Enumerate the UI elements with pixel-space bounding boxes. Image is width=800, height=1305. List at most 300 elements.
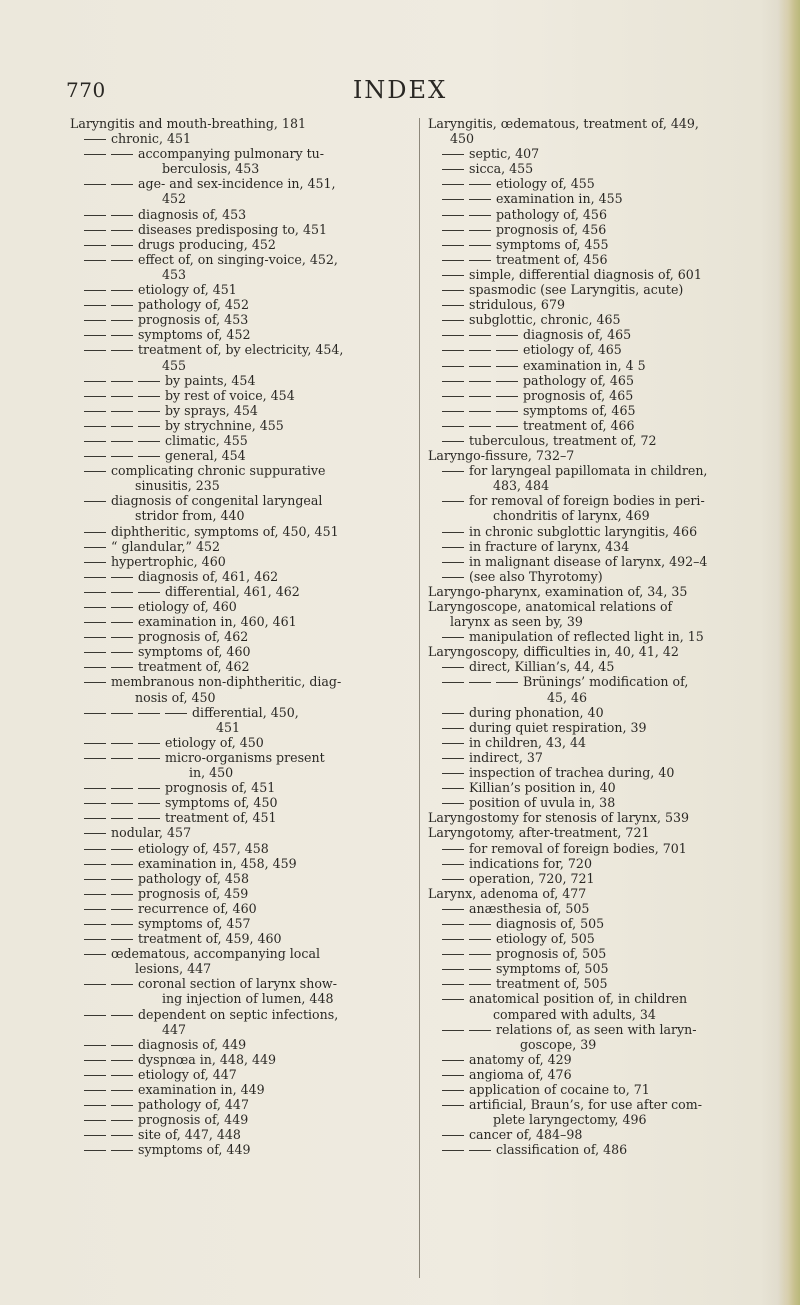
index-entry: [428, 825, 774, 840]
index-entry: [70, 841, 412, 856]
index-entry: [70, 282, 412, 297]
index-entry-text: accompanying pulmonary tu-: [138, 146, 325, 162]
index-entry: [70, 569, 412, 584]
index-dash: [84, 894, 106, 895]
index-entry: [70, 252, 412, 282]
page-edge: [778, 0, 800, 1305]
index-entry: [70, 901, 412, 916]
index-entry-text: cancer of, 484–98: [469, 1127, 583, 1143]
index-dash: [442, 1105, 464, 1106]
index-dash: [442, 788, 464, 789]
index-dash: [469, 426, 491, 427]
index-entry-text: membranous non-diphtheritic, diag-: [111, 674, 342, 690]
index-entry-text: prognosis of, 459: [138, 885, 249, 901]
index-entry-text: compared with adults, 34: [493, 1006, 656, 1022]
index-dash: [442, 290, 464, 291]
index-dash: [111, 667, 133, 668]
index-dash: [442, 396, 464, 397]
index-entry-text: for laryngeal papillomata in children,: [469, 463, 708, 479]
index-dash: [84, 577, 106, 578]
index-entry: [70, 1097, 412, 1112]
index-entry-text: age- and sex-incidence in, 451,: [138, 176, 336, 192]
index-dash: [111, 592, 133, 593]
index-entry-text: prognosis of, 462: [138, 629, 249, 645]
index-entry: [428, 780, 774, 795]
index-dash: [84, 260, 106, 261]
index-entry: [70, 750, 412, 780]
index-entry: [70, 312, 412, 327]
index-entry-text: diphtheritic, symptoms of, 450, 451: [111, 523, 339, 539]
index-dash: [111, 758, 133, 759]
index-dash: [111, 879, 133, 880]
index-dash: [84, 758, 106, 759]
index-dash: [496, 381, 518, 382]
index-dash: [442, 305, 464, 306]
index-entry-text: symptoms of, 465: [523, 402, 636, 418]
index-dash: [111, 154, 133, 155]
index-entry-text: etiology of, 457, 458: [138, 840, 269, 856]
index-dash: [84, 909, 106, 910]
index-entry-text: Killian’s position in, 40: [469, 780, 616, 796]
index-entry-text: classification of, 486: [496, 1142, 628, 1158]
index-dash: [442, 984, 464, 985]
index-dash: [111, 396, 133, 397]
index-dash: [469, 924, 491, 925]
index-entry: [428, 222, 774, 237]
index-dash: [442, 260, 464, 261]
index-dash: [111, 818, 133, 819]
index-dash: [84, 305, 106, 306]
index-entry-text: position of uvula in, 38: [469, 795, 616, 811]
index-entry-text: examination in, 460, 461: [138, 614, 297, 630]
index-entry-text: Laryngitis, œdematous, treatment of, 449,: [428, 116, 699, 131]
index-entry: [428, 373, 774, 388]
index-entry-text: in children, 43, 44: [469, 734, 587, 750]
index-dash: [84, 622, 106, 623]
index-dash: [84, 833, 106, 834]
index-entry: [428, 841, 774, 856]
index-dash: [138, 592, 160, 593]
index-entry-text: septic, 407: [469, 146, 540, 162]
index-dash: [442, 501, 464, 502]
index-entry: [70, 916, 412, 931]
index-entry-text: manipulation of reflected light in, 15: [469, 629, 704, 645]
index-entry-text: 450: [450, 131, 475, 147]
index-entry: [70, 1082, 412, 1097]
index-dash: [84, 335, 106, 336]
index-entry: [428, 191, 774, 206]
index-entry-text: treatment of, 466: [523, 417, 635, 433]
index-entry-text: chondritis of larynx, 469: [493, 508, 650, 524]
index-entry-text: treatment of, 462: [138, 659, 250, 675]
index-dash: [84, 1120, 106, 1121]
index-dash: [442, 547, 464, 548]
index-dash: [138, 411, 160, 412]
index-dash: [111, 909, 133, 910]
index-entry-text: etiology of, 447: [138, 1066, 237, 1082]
index-entry-text: tuberculous, treatment of, 72: [469, 432, 657, 448]
index-entry: [428, 524, 774, 539]
index-entry: [70, 1142, 412, 1157]
index-dash: [84, 1135, 106, 1136]
index-entry-text: during phonation, 40: [469, 704, 604, 720]
index-entry-text: examination in, 449: [138, 1082, 265, 1097]
index-dash: [469, 939, 491, 940]
index-entry-text: diagnosis of, 453: [138, 206, 247, 222]
index-entry-text: diagnosis of, 505: [496, 915, 605, 931]
index-entry-text: simple, differential diagnosis of, 601: [469, 266, 702, 282]
index-dash: [84, 396, 106, 397]
index-entry-text: hypertrophic, 460: [111, 553, 226, 569]
index-entry-text: treatment of, 505: [496, 976, 608, 992]
index-entry-text: artificial, Braun’s, for use after com-: [469, 1097, 702, 1113]
index-entry: [70, 388, 412, 403]
index-dash: [442, 1090, 464, 1091]
index-dash: [442, 335, 464, 336]
index-dash: [442, 713, 464, 714]
index-dash: [111, 939, 133, 940]
index-dash: [442, 154, 464, 155]
index-entry: [428, 403, 774, 418]
index-dash: [138, 818, 160, 819]
index-entry-text: symptoms of, 457: [138, 915, 251, 931]
index-entry-text: anatomical position of, in children: [469, 991, 688, 1007]
index-dash: [442, 803, 464, 804]
index-dash: [442, 245, 464, 246]
index-dash: [84, 879, 106, 880]
index-dash: [138, 743, 160, 744]
index-entry: [70, 237, 412, 252]
index-entry-text: direct, Killian’s, 44, 45: [469, 659, 615, 675]
index-entry: [428, 539, 774, 554]
index-entry-text: pathology of, 465: [523, 372, 634, 388]
index-dash: [84, 939, 106, 940]
index-entry: [428, 901, 774, 916]
index-entry: [428, 750, 774, 765]
index-dash: [111, 230, 133, 231]
index-dash: [111, 320, 133, 321]
index-entry: [70, 599, 412, 614]
index-entry-text: œdematous, accompanying local: [111, 946, 320, 962]
index-dash: [111, 335, 133, 336]
index-entry: [70, 659, 412, 674]
index-entry-text: pathology of, 447: [138, 1097, 249, 1113]
index-entry-text: symptoms of, 460: [138, 644, 251, 660]
index-dash: [442, 637, 464, 638]
index-entry: [428, 554, 774, 569]
index-entry-text: inspection of trachea during, 40: [469, 765, 675, 781]
index-entry: [428, 1142, 774, 1157]
index-entry-text: pathology of, 458: [138, 870, 249, 886]
index-dash: [111, 894, 133, 895]
index-entry: [428, 1067, 774, 1082]
index-dash: [111, 426, 133, 427]
index-entry-text: by strychnine, 455: [165, 417, 284, 433]
index-entry: [70, 856, 412, 871]
index-dash: [84, 1090, 106, 1091]
index-dash: [111, 1150, 133, 1151]
index-dash: [84, 924, 106, 925]
index-entry: [428, 735, 774, 750]
index-entry: [428, 946, 774, 961]
index-entry-text: for removal of foreign bodies, 701: [469, 840, 687, 856]
index-dash: [469, 381, 491, 382]
index-dash: [138, 426, 160, 427]
index-dash: [469, 984, 491, 985]
index-entry: [428, 674, 774, 704]
index-entry-text: 451: [216, 719, 241, 735]
index-entry-text: Laryngitis and mouth-breathing, 181: [70, 116, 306, 131]
index-dash: [84, 1015, 106, 1016]
index-entry-text: diagnosis of congenital laryngeal: [111, 493, 323, 509]
index-dash: [84, 592, 106, 593]
index-dash: [138, 381, 160, 382]
index-dash: [469, 396, 491, 397]
index-entry-text: etiology of, 505: [496, 931, 595, 947]
index-dash: [84, 230, 106, 231]
index-entry-text: etiology of, 460: [138, 599, 237, 614]
index-dash: [111, 1045, 133, 1046]
index-dash: [442, 350, 464, 351]
index-dash: [442, 441, 464, 442]
index-entry-text: etiology of, 465: [523, 342, 622, 358]
index-entry-text: site of, 447, 448: [138, 1127, 241, 1143]
index-entry: [70, 373, 412, 388]
index-entry: [70, 403, 412, 418]
index-entry-text: Laryngoscope, anatomical relations of: [428, 599, 673, 614]
index-dash: [442, 864, 464, 865]
index-dash: [111, 607, 133, 608]
index-entry: [70, 342, 412, 372]
index-dash: [469, 245, 491, 246]
index-entry-text: Laryngotomy, after-treatment, 721: [428, 825, 650, 841]
index-dash: [111, 1075, 133, 1076]
index-dash: [469, 260, 491, 261]
index-dash: [84, 471, 106, 472]
index-dash: [442, 1150, 464, 1151]
index-entry: [70, 539, 412, 554]
index-entry: [428, 493, 774, 523]
index-entry-text: in malignant disease of larynx, 492–4: [469, 553, 708, 569]
index-entry: [428, 282, 774, 297]
index-entry: [70, 674, 412, 704]
index-dash: [138, 803, 160, 804]
index-dash: [138, 396, 160, 397]
index-entry-text: 45, 46: [547, 689, 588, 705]
index-dash: [84, 803, 106, 804]
index-entry-text: etiology of, 455: [496, 176, 595, 192]
index-dash: [84, 1150, 106, 1151]
index-entry-text: pathology of, 452: [138, 297, 249, 313]
index-entry-text: treatment of, 451: [165, 810, 277, 826]
index-entry: [428, 569, 774, 584]
index-entry: [70, 584, 412, 599]
index-entry: [70, 222, 412, 237]
index-dash: [442, 532, 464, 533]
index-entry: [428, 961, 774, 976]
index-dash: [442, 1060, 464, 1061]
index-entry-text: nosis of, 450: [135, 689, 216, 705]
index-entry-text: by rest of voice, 454: [165, 387, 295, 403]
index-entry: [428, 991, 774, 1021]
index-dash: [111, 290, 133, 291]
index-entry-text: drugs producing, 452: [138, 236, 276, 252]
index-entry-text: diseases predisposing to, 451: [138, 221, 327, 237]
index-entry-text: ing injection of lumen, 448: [162, 991, 334, 1007]
index-entry-text: subglottic, chronic, 465: [469, 312, 621, 328]
index-dash: [496, 350, 518, 351]
index-entry-text: etiology of, 450: [165, 734, 264, 750]
index-dash: [442, 954, 464, 955]
index-entry: [70, 524, 412, 539]
index-entry: [70, 825, 412, 840]
index-entry-text: in fracture of larynx, 434: [469, 538, 630, 554]
index-entry-text: climatic, 455: [165, 432, 248, 448]
index-dash: [496, 335, 518, 336]
index-entry-text: 447: [162, 1021, 187, 1037]
index-entry: [70, 1037, 412, 1052]
index-dash: [442, 728, 464, 729]
index-entry: [428, 146, 774, 161]
index-dash: [111, 652, 133, 653]
index-dash: [496, 426, 518, 427]
index-dash: [442, 577, 464, 578]
index-entry: [428, 342, 774, 357]
index-entry-text: in, 450: [189, 765, 234, 781]
index-dash: [111, 305, 133, 306]
index-dash: [111, 1105, 133, 1106]
index-entry-text: recurrence of, 460: [138, 900, 257, 916]
index-dash: [84, 713, 106, 714]
index-dash: [469, 335, 491, 336]
index-entry-text: prognosis of, 456: [496, 221, 607, 237]
index-entry-text: symptoms of, 452: [138, 327, 251, 343]
index-entry: [70, 931, 412, 946]
index-entry: [70, 554, 412, 569]
index-column-right: [428, 116, 774, 1157]
index-entry-text: general, 454: [165, 448, 246, 464]
index-entry: [70, 116, 412, 131]
index-dash: [442, 411, 464, 412]
index-entry: [428, 856, 774, 871]
index-dash: [111, 350, 133, 351]
index-dash: [442, 1135, 464, 1136]
index-dash: [84, 456, 106, 457]
index-dash: [442, 230, 464, 231]
index-entry: [428, 916, 774, 931]
index-entry: [70, 1052, 412, 1067]
index-entry: [70, 735, 412, 750]
index-entry-text: by sprays, 454: [165, 402, 258, 418]
index-entry-text: diagnosis of, 449: [138, 1036, 247, 1052]
index-dash: [84, 547, 106, 548]
index-entry-text: prognosis of, 465: [523, 387, 634, 403]
index-dash: [84, 290, 106, 291]
index-entry: [428, 388, 774, 403]
index-entry-text: treatment of, 456: [496, 251, 608, 267]
index-entry-text: differential, 461, 462: [165, 583, 300, 599]
index-dash: [442, 169, 464, 170]
index-dash: [84, 411, 106, 412]
index-dash: [469, 230, 491, 231]
index-entry-text: spasmodic (see Laryngitis, acute): [469, 282, 684, 298]
index-dash: [111, 1120, 133, 1121]
index-dash: [442, 381, 464, 382]
index-entry: [428, 629, 774, 644]
index-dash: [442, 758, 464, 759]
index-dash: [496, 411, 518, 412]
index-entry: [428, 886, 774, 901]
index-entry-text: anæsthesia of, 505: [469, 900, 590, 916]
index-entry: [70, 297, 412, 312]
index-entry: [428, 659, 774, 674]
index-dash: [111, 1135, 133, 1136]
index-dash: [84, 350, 106, 351]
index-entry-text: dependent on septic infections,: [138, 1006, 339, 1022]
index-entry: [70, 418, 412, 433]
index-dash: [442, 909, 464, 910]
index-entry: [428, 765, 774, 780]
index-dash: [84, 637, 106, 638]
index-entry-text: dyspnœa in, 448, 449: [138, 1051, 277, 1067]
index-dash: [111, 637, 133, 638]
index-entry: [70, 886, 412, 901]
index-dash: [442, 969, 464, 970]
index-entry: [428, 433, 774, 448]
index-entry: [70, 644, 412, 659]
index-entry: [428, 931, 774, 946]
index-dash: [111, 622, 133, 623]
index-entry-text: plete laryngectomy, 496: [493, 1112, 647, 1128]
index-entry-text: etiology of, 451: [138, 282, 237, 298]
index-entry-text: symptoms of, 449: [138, 1142, 251, 1158]
index-entry-text: prognosis of, 449: [138, 1112, 249, 1128]
index-entry: [70, 433, 412, 448]
index-dash: [111, 743, 133, 744]
index-dash: [442, 320, 464, 321]
index-entry-text: goscope, 39: [520, 1036, 597, 1052]
index-dash: [111, 1090, 133, 1091]
index-entry-text: symptoms of, 505: [496, 961, 609, 977]
index-entry-text: larynx as seen by, 39: [450, 614, 583, 630]
index-entry-text: indications for, 720: [469, 855, 592, 871]
index-entry: [428, 810, 774, 825]
index-entry: [70, 493, 412, 523]
index-entry: [428, 176, 774, 191]
index-dash: [442, 562, 464, 563]
index-dash: [84, 652, 106, 653]
index-entry: [70, 871, 412, 886]
index-entry-text: examination in, 4 5: [523, 357, 646, 373]
index-dash: [442, 1075, 464, 1076]
index-entry: [428, 418, 774, 433]
index-entry: [428, 237, 774, 252]
index-entry: [70, 176, 412, 206]
index-entry-text: diagnosis of, 465: [523, 327, 632, 343]
index-dash: [138, 713, 160, 714]
index-dash: [469, 954, 491, 955]
index-entry: [70, 131, 412, 146]
index-entry-text: for removal of foreign bodies in peri-: [469, 493, 705, 509]
index-dash: [84, 215, 106, 216]
index-dash: [84, 139, 106, 140]
index-entry: [428, 1127, 774, 1142]
index-entry-text: prognosis of, 451: [165, 780, 276, 796]
index-dash: [84, 441, 106, 442]
index-entry-text: in chronic subglottic laryngitis, 466: [469, 523, 698, 539]
index-entry: [70, 705, 412, 735]
index-entry-text: prognosis of, 505: [496, 946, 607, 962]
